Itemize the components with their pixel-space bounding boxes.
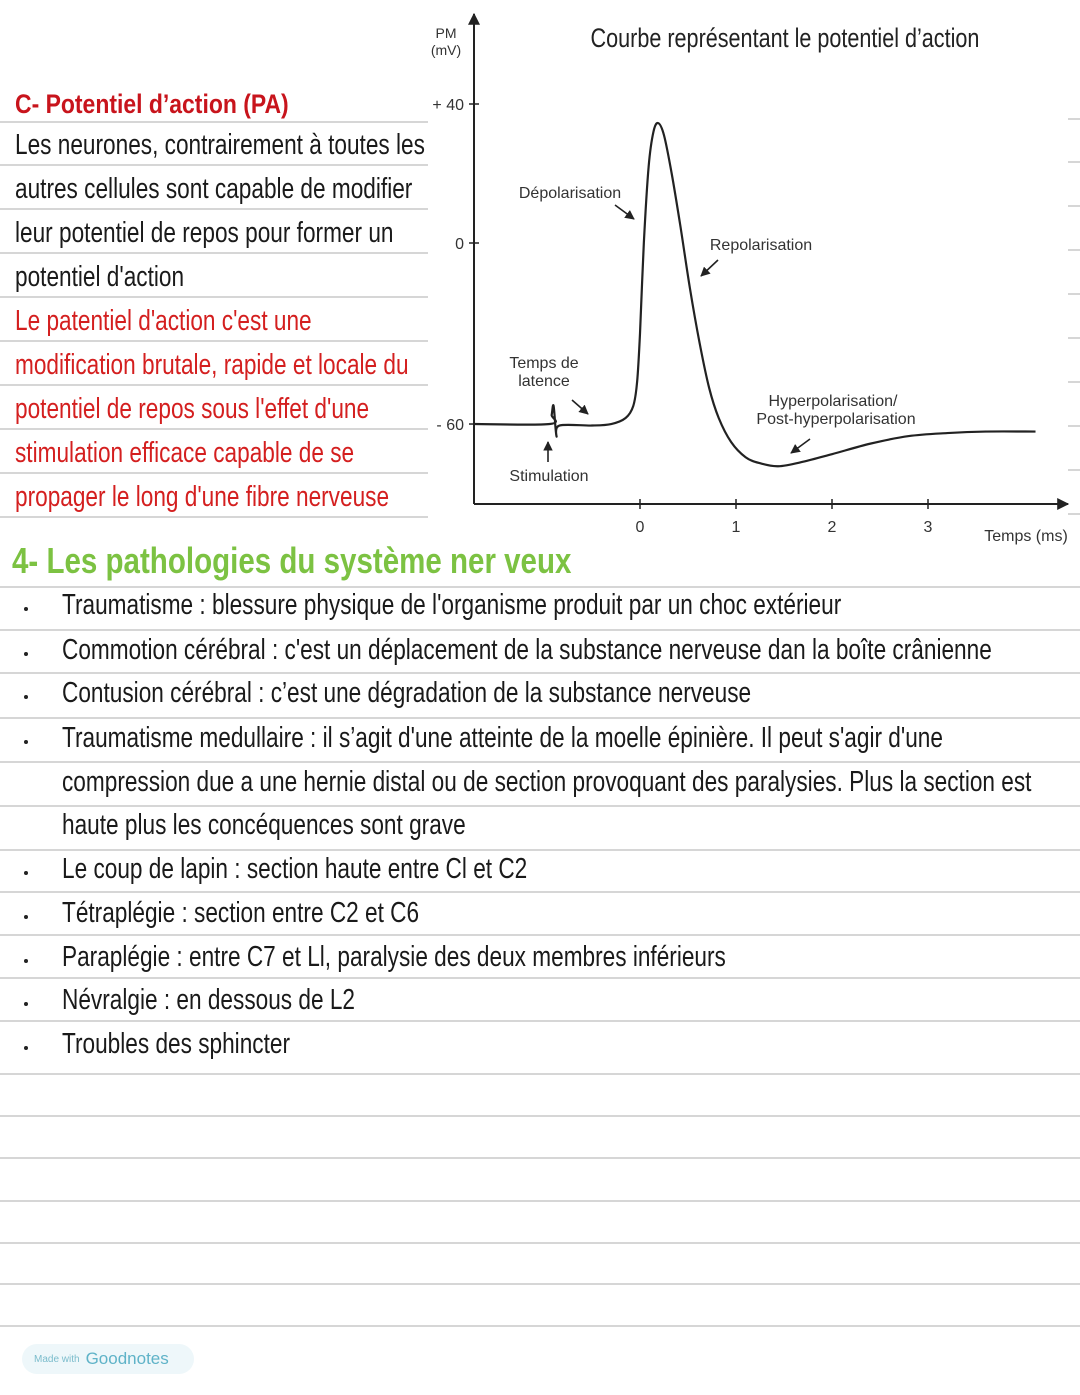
text-line: leur potentiel de repos pour former un — [15, 217, 394, 249]
rule-line — [0, 805, 1080, 807]
bullet-icon — [24, 871, 28, 875]
list-item: compression due a une hernie distal ou de section provoquant des paralysies. Plus la section est — [62, 766, 1032, 798]
annotation-label: Dépolarisation — [518, 185, 622, 202]
series-line-membrane-potential — [474, 123, 1036, 466]
list-item: haute plus les concéquences sont grave — [62, 809, 466, 841]
x-axis-label: Temps (ms) — [984, 528, 1068, 545]
rule-line — [0, 1242, 1080, 1244]
definition-line: stimulation efficace capable de se — [15, 437, 355, 469]
rule-line — [0, 1200, 1080, 1202]
rule-line — [0, 1115, 1080, 1117]
section-4-title: 4- Les pathologies du système ner veux — [12, 540, 572, 581]
ticks — [432, 97, 932, 536]
x-tick-label: 1 — [731, 519, 741, 536]
list-item: Le coup de lapin : section haute entre Cl et C2 — [62, 853, 528, 885]
list-item: Tétraplégie : section entre C2 et C6 — [62, 897, 420, 929]
rule-line — [0, 934, 1080, 936]
list-item: Névralgie : en dessous de L2 — [62, 984, 355, 1016]
x-tick-label: 3 — [923, 519, 933, 536]
rule-line — [0, 977, 1080, 979]
section-c-title: C- Potentiel d’action (PA) — [15, 89, 289, 119]
bullet-icon — [24, 1046, 28, 1050]
chart-title: Courbe représentant le potentiel d’action — [590, 23, 980, 54]
rule-line — [0, 717, 1080, 719]
list-item: Traumatisme medullaire : il s’agit d'une atteinte de la moelle épinière. Il peut s'agir d'une — [62, 722, 943, 754]
annotations — [509, 185, 915, 485]
rule-line — [0, 1325, 1080, 1327]
rule-line — [0, 761, 1080, 763]
rule-line — [0, 629, 1080, 631]
y-tick-label: 0 — [455, 236, 464, 253]
annotation-label: latence — [518, 373, 570, 390]
annotation-arrow-icon — [791, 439, 810, 453]
text-line: autres cellules sont capable de modifier — [15, 173, 413, 205]
x-tick-label: 2 — [827, 519, 837, 536]
annotation-arrow-icon — [572, 400, 588, 414]
bullet-icon — [24, 740, 28, 744]
list-item: Troubles des sphincter — [62, 1028, 290, 1060]
annotation-arrow-icon — [701, 260, 718, 276]
annotation-label: Stimulation — [509, 468, 589, 485]
annotation-label: Temps de — [509, 355, 579, 372]
list-item: Paraplégie : entre C7 et Ll, paralysie des deux membres inférieurs — [62, 941, 726, 973]
list-item: Commotion cérébral : c'est un déplacement de la substance nerveuse dan la boîte crânienne — [62, 634, 992, 666]
definition-line: Le patentiel d'action c'est une — [15, 305, 312, 337]
bullet-icon — [24, 652, 28, 656]
y-axis-label-line: PM — [435, 25, 457, 41]
y-axis-label — [431, 42, 461, 58]
rule-line — [0, 586, 1080, 588]
list-item: Contusion cérébral : c’est une dégradation de la substance nerveuse — [62, 677, 752, 709]
rule-line — [0, 672, 1080, 674]
definition-line: propager le long d'une fibre nerveuse — [15, 481, 390, 513]
y-tick-label: - 60 — [436, 417, 464, 435]
badge-prefix: Made with — [34, 1353, 80, 1365]
definition-line: modification brutale, rapide et locale du — [15, 349, 409, 381]
badge-brand: Goodnotes — [85, 1349, 169, 1368]
rule-line — [0, 849, 1080, 851]
y-axis-label-line: (mV) — [430, 42, 462, 58]
bullet-icon — [24, 1002, 28, 1006]
annotation-label: Post-hyperpolarisation — [756, 411, 916, 428]
bullet-icon — [24, 695, 28, 699]
annotation-arrow-icon — [615, 205, 634, 219]
y-tick-label: + 40 — [432, 97, 464, 114]
bullet-icon — [24, 959, 28, 963]
rule-line — [0, 1157, 1080, 1159]
goodnotes-badge[interactable] — [22, 1344, 194, 1374]
y-axis-label — [436, 25, 457, 41]
axes — [474, 14, 1068, 504]
x-tick-label: 0 — [635, 519, 645, 536]
rule-line — [0, 1020, 1080, 1022]
text-line: potentiel d'action — [15, 261, 185, 293]
rule-line — [0, 1073, 1080, 1075]
rule-line — [0, 891, 1080, 893]
action-potential-chart — [0, 0, 1080, 560]
bullet-icon — [24, 915, 28, 919]
bullet-icon — [24, 607, 28, 611]
annotation-label: Repolarisation — [709, 237, 813, 254]
list-item: Traumatisme : blessure physique de l'organisme produit par un choc extérieur — [62, 589, 842, 621]
annotation-label: Hyperpolarisation/ — [768, 393, 898, 410]
text-line: Les neurones, contrairement à toutes les — [15, 129, 425, 161]
definition-line: potentiel de repos sous l'effet d'une — [15, 393, 370, 425]
rule-line — [0, 1283, 1080, 1285]
